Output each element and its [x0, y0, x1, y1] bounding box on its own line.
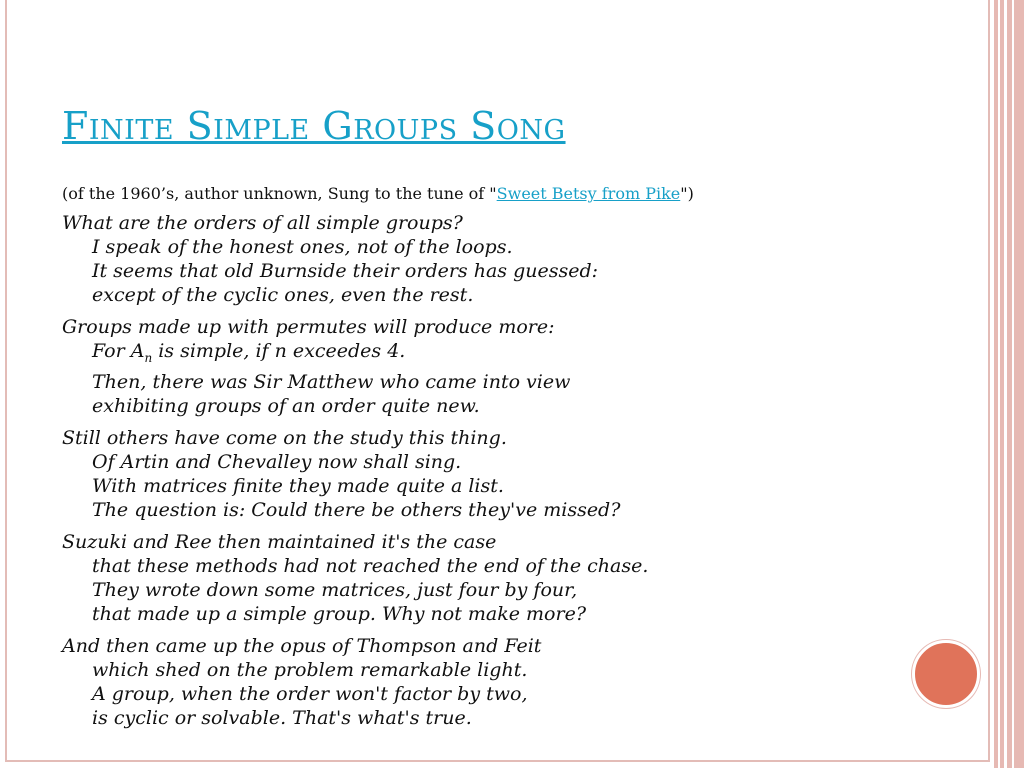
subtitle-prefix: (of the 1960’s, author unknown, Sung to the tune of " — [62, 184, 497, 203]
verse-line: Groups made up with permutes will produce more: — [62, 316, 555, 338]
stanza — [62, 315, 648, 418]
verse-line: exhibiting groups of an order quite new. — [92, 394, 480, 417]
verse-line: What are the orders of all simple groups? — [62, 212, 463, 234]
subtitle-suffix: ") — [680, 184, 694, 203]
verse-line: Suzuki and Ree then maintained it's the case — [62, 530, 497, 553]
verse-line: With matrices finite they made quite a list. — [92, 474, 504, 497]
slide-title[interactable]: Finite Simple Groups Song — [62, 104, 566, 148]
verse-line: is cyclic or solvable. That's what's true. — [92, 706, 472, 729]
decorative-stripes — [990, 0, 1024, 768]
tune-link[interactable]: Sweet Betsy from Pike — [496, 184, 681, 203]
stanza — [62, 211, 648, 307]
verse-line: They wrote down some matrices, just four by four, — [92, 578, 578, 601]
stanza — [62, 426, 648, 522]
verse-text: For A — [92, 340, 145, 362]
verse-line: And then came up the opus of Thompson and Feit — [62, 634, 542, 657]
verse-line: Of Artin and Chevalley now shall sing. — [92, 450, 462, 473]
song-verses — [62, 211, 648, 738]
verse-line — [62, 339, 648, 370]
stanza — [62, 634, 648, 730]
verse-line: that these methods had not reached the end of the chase. — [92, 554, 649, 577]
subscript-n: n — [144, 350, 153, 365]
verse-line: It seems that old Burnside their orders has guessed: — [92, 260, 599, 282]
decorative-circle — [912, 640, 980, 708]
verse-text: is simple, if n exceedes 4. — [152, 340, 406, 362]
subtitle — [62, 184, 694, 203]
verse-line: that made up a simple group. Why not make more? — [92, 602, 586, 625]
verse-line: A group, when the order won't factor by two, — [92, 682, 528, 705]
verse-line: The question is: Could there be others they've missed? — [92, 498, 621, 521]
verse-line: except of the cyclic ones, even the rest. — [92, 284, 474, 306]
verse-line: Still others have come on the study this thing. — [62, 426, 507, 449]
stanza — [62, 530, 648, 626]
verse-line: which shed on the problem remarkable light. — [92, 658, 528, 681]
verse-line: Then, there was Sir Matthew who came into view — [92, 370, 571, 393]
verse-line: I speak of the honest ones, not of the loops. — [92, 236, 513, 258]
